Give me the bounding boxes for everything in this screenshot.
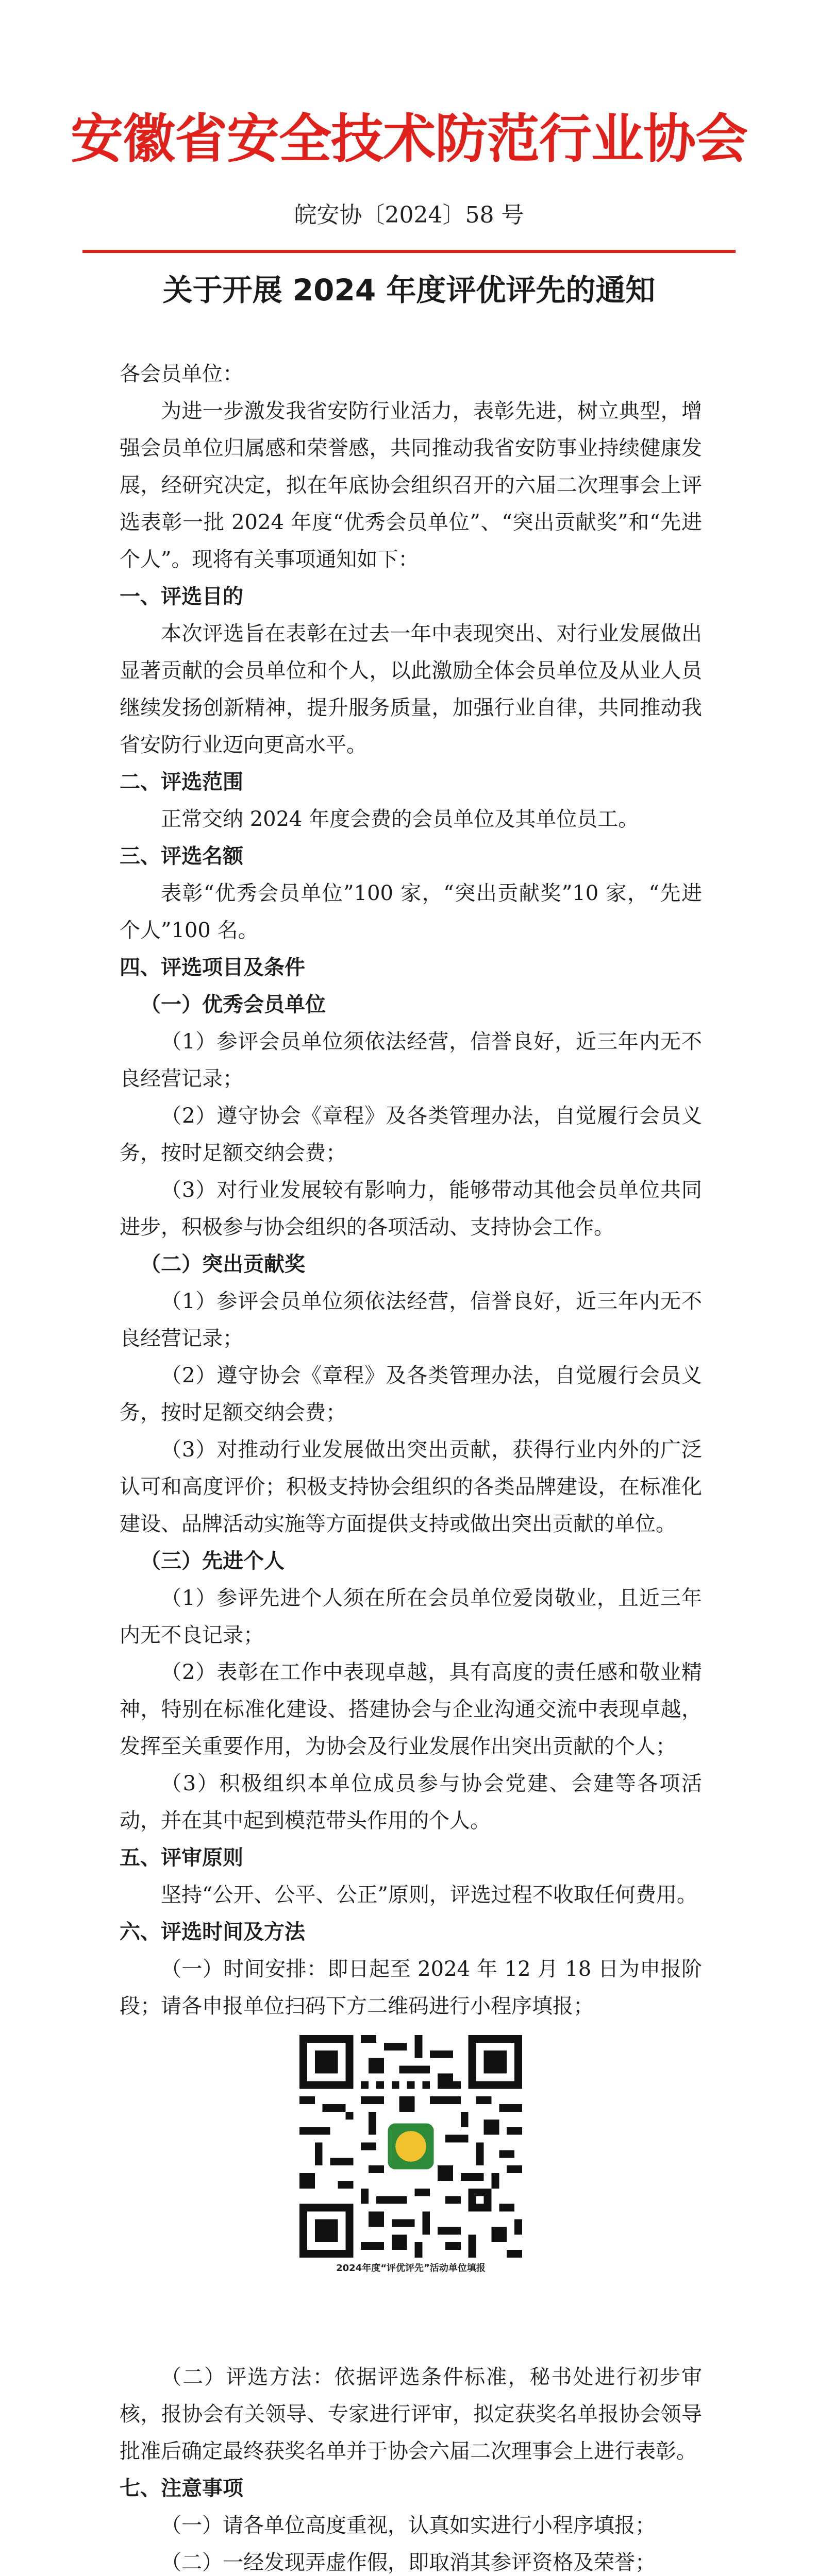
- criteria-item: （1）参评会员单位须依法经营，信誉良好，近三年内无不良经营记录；: [120, 1030, 702, 1091]
- section-heading-criteria: 四、评选项目及条件: [120, 956, 305, 979]
- section-heading-scope: 二、评选范围: [120, 770, 243, 794]
- schedule-timing: （一）时间安排：即日起至 2024 年 12 月 18 日为申报阶段；请各申报单位扫码下方二维码进行小程序填报；: [120, 1957, 702, 2018]
- notice-body: [120, 355, 702, 2576]
- qr-code-image[interactable]: [299, 2035, 522, 2258]
- note-item: （一）请各单位高度重视，认真如实进行小程序填报；: [161, 2514, 656, 2537]
- subheading-advanced-individual: （三）先进个人: [140, 1549, 285, 1573]
- section-heading-schedule: 六、评选时间及方法: [120, 1920, 305, 1944]
- document-number: 皖安协〔2024〕58 号: [294, 202, 524, 228]
- intro-paragraph: 为进一步激发我省安防行业活力，表彰先进，树立典型，增强会员单位归属感和荣誉感，共同推动我省安防事业持续健康发展，经研究决定，拟在年底协会组织召开的六届二次理事会上评选表彰一批 2024 年度“优秀会员单位”、“突出贡献奖”和“先进个人”。现将有关事项通知如下：: [120, 399, 702, 571]
- criteria-item: （1）参评先进个人须在所在会员单位爱岗敬业，且近三年内无不良记录；: [120, 1586, 702, 1647]
- header-divider: [82, 250, 736, 253]
- section-text-quota: 表彰“优秀会员单位”100 家，“突出贡献奖”10 家，“先进个人”100 名。: [120, 882, 702, 942]
- spacer: [120, 2281, 702, 2359]
- subheading-outstanding-contribution: （二）突出贡献奖: [140, 1252, 305, 1276]
- notice-title: 关于开展 2024 年度评优评先的通知: [162, 273, 656, 308]
- criteria-item: （3）对推动行业发展做出突出贡献，获得行业内外的广泛认可和高度评价；积极支持协会组织的各类品牌建设，在标准化建设、品牌活动实施等方面提供支持或做出突出贡献的单位。: [120, 1438, 702, 1536]
- criteria-item: （2）遵守协会《章程》及各类管理办法，自觉履行会员义务，按时足额交纳会费；: [120, 1104, 702, 1165]
- qr-caption: 2024年度“评优评先”活动单位填报: [336, 2263, 486, 2274]
- section-heading-principles: 五、评审原则: [120, 1846, 243, 1870]
- section-heading-purpose: 一、评选目的: [120, 585, 243, 608]
- criteria-item: （1）参评会员单位须依法经营，信誉良好，近三年内无不良经营记录；: [120, 1290, 702, 1350]
- section-heading-notes: 七、注意事项: [120, 2477, 243, 2500]
- schedule-method: （二）评选方法：依据评选条件标准，秘书处进行初步审核，报协会有关领导、专家进行评审，拟定获奖名单报协会领导批准后确定最终获奖名单并于协会六届二次理事会上进行表彰。: [120, 2365, 702, 2463]
- qr-code-block: [299, 2035, 522, 2276]
- subheading-excellent-member: （一）优秀会员单位: [140, 993, 326, 1016]
- criteria-item: （3）积极组织本单位成员参与协会党建、会建等各项活动，并在其中起到模范带头作用的个人。: [120, 1772, 702, 1833]
- org-title: 安徽省安全技术防范行业协会: [71, 109, 747, 170]
- note-item: （二）一经发现弄虚作假，即取消其参评资格及荣誉；: [161, 2551, 656, 2574]
- section-heading-quota: 三、评选名额: [120, 844, 243, 868]
- criteria-item: （3）对行业发展较有影响力，能够带动其他会员单位共同进步，积极参与协会组织的各项活动、支持协会工作。: [120, 1178, 702, 1239]
- criteria-item: （2）遵守协会《章程》及各类管理办法，自觉履行会员义务，按时足额交纳会费；: [120, 1364, 702, 1425]
- criteria-item: （2）表彰在工作中表现卓越，具有高度的责任感和敬业精神，特别在标准化建设、搭建协会与企业沟通交流中表现卓越，发挥至关重要作用，为协会及行业发展作出突出贡献的个人；: [120, 1660, 702, 1758]
- section-text-purpose: 本次评选旨在表彰在过去一年中表现突出、对行业发展做出显著贡献的会员单位和个人，以此激励全体会员单位及从业人员继续发扬创新精神，提升服务质量，加强行业自律，共同推动我省安防行业迈向更高水平。: [120, 622, 702, 757]
- salutation: 各会员单位：: [120, 362, 243, 386]
- section-text-scope: 正常交纳 2024 年度会费的会员单位及其单位员工。: [161, 807, 639, 831]
- section-text-principles: 坚持“公开、公平、公正”原则，评选过程不收取任何费用。: [161, 1883, 697, 1907]
